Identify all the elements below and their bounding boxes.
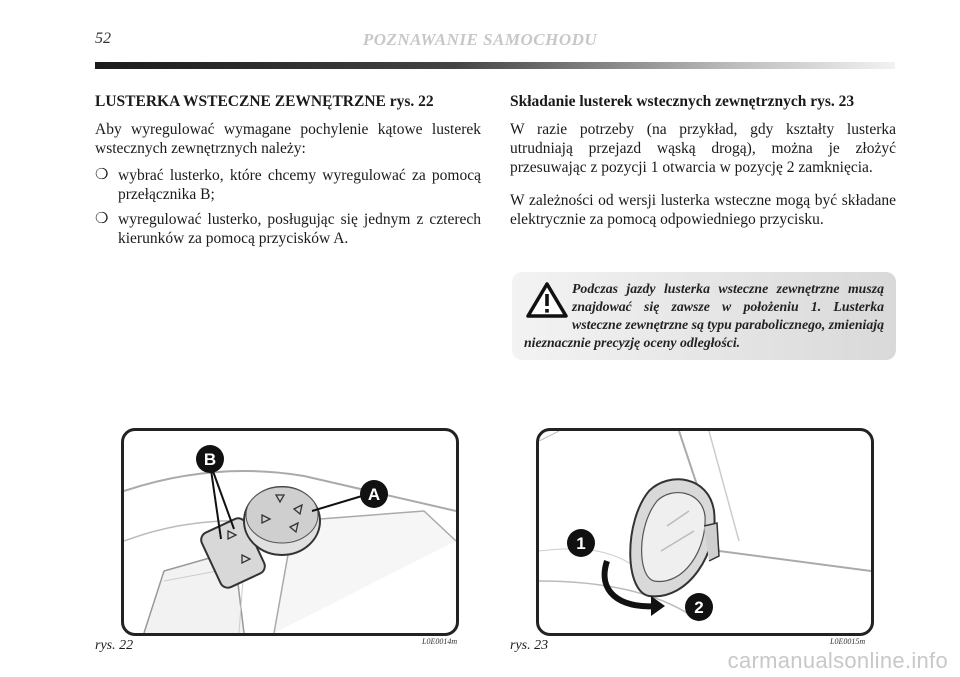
list-item <box>95 210 481 248</box>
watermark: carmanualsonline.info <box>727 648 948 673</box>
mirror-folding-illustration <box>539 431 871 633</box>
header-rule <box>95 62 895 69</box>
step-text: wybrać lusterko, które chcemy wyregulować za pomocą przełącznika B; <box>118 167 481 203</box>
mirrors-intro: Aby wyregulować wymagane pochylenie kątowe lusterek wstecznych zewnętrznych należy: <box>95 121 481 157</box>
warning-box <box>512 272 896 360</box>
figure-code: L0E0015m <box>830 637 866 646</box>
label-b: B <box>203 450 217 469</box>
left-column <box>95 92 481 254</box>
figure-mirror-folding <box>536 428 874 636</box>
step-text: wyregulować lusterko, posługując się jednym z czterech kierunków za pomocą przycisków A. <box>118 211 481 247</box>
section-title: POZNAWANIE SAMOCHODU <box>362 30 598 49</box>
mirrors-steps <box>95 166 481 248</box>
right-column <box>510 92 896 237</box>
bullet-icon: ❍ <box>95 211 109 227</box>
folding-paragraph: W zależności od wersji lusterka wsteczne mogą być składane elektrycznie za pomocą odpowiedniego przycisku. <box>510 192 896 228</box>
folding-paragraph: W razie potrzeby (na przykład, gdy kształty lusterka utrudniają przejazd wąską drogą), można je złożyć przesuwając z pozycji 1 otwarcia w pozycję 2 zamknięcia. <box>510 121 896 176</box>
warning-text <box>524 280 884 352</box>
label-position-2: 2 <box>694 598 704 617</box>
mirrors-heading: LUSTERKA WSTECZNE ZEWNĘTRZNE rys. 22 <box>95 93 434 110</box>
figure-caption: rys. 23 <box>510 638 549 653</box>
bullet-icon: ❍ <box>95 167 109 183</box>
label-position-1: 1 <box>576 534 586 553</box>
figure-caption: rys. 22 <box>95 638 134 653</box>
list-item <box>95 166 481 204</box>
mirror-controls-illustration <box>124 431 456 633</box>
figure-mirror-controls <box>121 428 459 636</box>
figure-code: L0E0014m <box>422 637 458 646</box>
warning-text-content: Podczas jazdy lusterka wsteczne zewnętrzne muszą znajdować się zawsze w położeniu 1. Lusterka wsteczne zewnętrzne są typu parabolicznego, zmieniają nieznacznie precyzję oceny odległości. <box>524 281 884 350</box>
label-a: A <box>367 485 381 504</box>
folding-heading: Składanie lusterek wstecznych zewnętrznych rys. 23 <box>510 93 855 110</box>
page-number: 52 <box>95 30 111 47</box>
